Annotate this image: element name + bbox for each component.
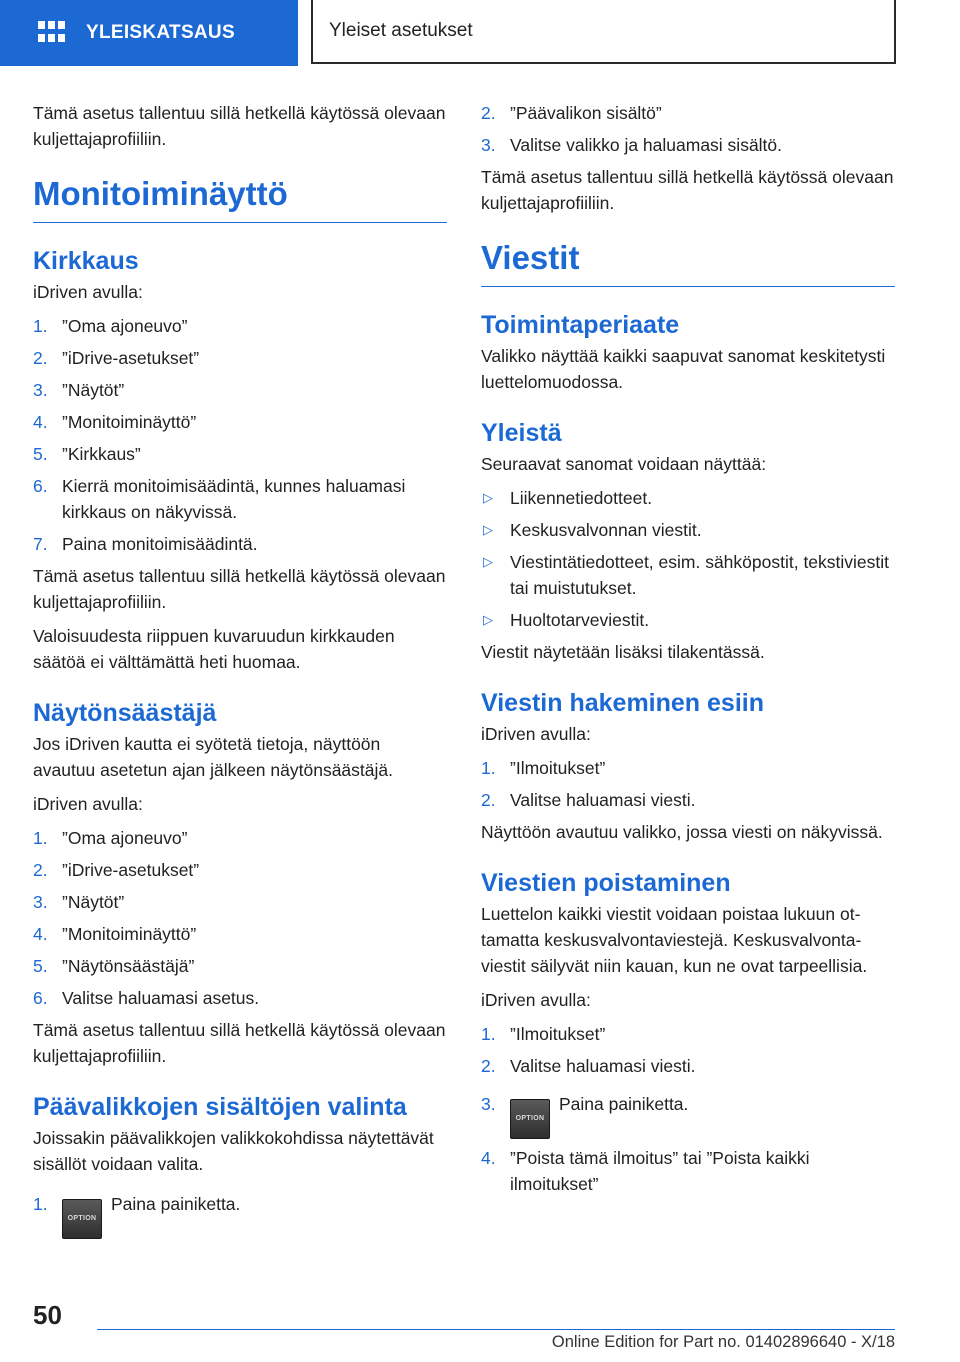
footer-edition: Online Edition for Part no. 01402896640 - X/18 [551,1333,895,1351]
step-text: ”Oma ajoneuvo” [62,828,188,848]
step-number: 4. [481,1148,496,1168]
paragraph: Joissakin päävalikkojen valikkokohdissa näytettävät sisällöt voidaan valita. [33,1128,434,1174]
step-number: 1. [33,1194,48,1214]
section-title: Päävalikkojen sisältöjen valinta [33,1093,407,1121]
step-text: Valitse haluamasi viesti. [510,790,696,810]
list-item [481,1053,895,1079]
footer-divider [97,1329,895,1330]
step-text: ”Päävalikon sisältö” [510,103,662,123]
list-item [481,1145,895,1197]
bullet-text: Keskusvalvonnan viestit. [510,520,702,540]
section-title: Yleistä [481,419,562,447]
bullet-text: Liikennetiedotteet. [510,488,653,508]
list-item [33,409,447,435]
list-item [481,1091,895,1139]
step-list [481,100,895,158]
left-column [33,100,447,1245]
list-item [33,953,447,979]
right-column [481,100,895,1203]
paragraph: Luettelon kaikki viestit voidaan poistaa lukuun ottamatta keskusvalvontaviestejä. Keskusvalvontaviestit säilyvät niin kauan, kun ne ovat tarpeellisia. [481,904,868,976]
step-text: Paina monitoimisäädintä. [62,534,258,554]
step-text: Valitse haluamasi asetus. [62,988,260,1008]
step-number: 7. [33,534,48,554]
step-number: 6. [33,476,48,496]
option-button-icon: OPTION [510,1099,550,1139]
step-number: 5. [33,956,48,976]
step-list [33,313,447,557]
step-number: 3. [33,892,48,912]
step-text: ”Näytönsäästäjä” [62,956,195,976]
step-text: ”iDrive-asetukset” [62,348,200,368]
list-item [481,485,895,511]
paragraph: iDriven avulla: [33,794,143,814]
section-title: Toimintaperiaate [481,311,680,339]
paragraph: Tämä asetus tallentuu sillä hetkellä käytössä olevaan kuljettajaprofiiliin. [33,1020,446,1066]
section-title: Kirkkaus [33,247,139,275]
step-number: 2. [481,103,496,123]
step-text: Paina painiketta. [559,1094,689,1114]
list-item [481,132,895,158]
step-number: 6. [33,988,48,1008]
list-item [33,313,447,339]
triangle-bullet-icon: ▷ [483,490,493,505]
paragraph: Viestit näytetään lisäksi tilakentässä. [481,642,765,662]
paragraph: Seuraavat sanomat voidaan näyttää: [481,454,767,474]
paragraph: Näyttöön avautuu valikko, jossa viesti on näkyvissä. [481,822,883,842]
step-number: 3. [33,380,48,400]
paragraph: Valikko näyttää kaikki saapuvat sanomat keskitetysti luettelomuodossa. [481,346,886,392]
tab-overview-label: YLEISKATSAUS [86,22,235,43]
paragraph: Jos iDriven kautta ei syötetä tietoja, näyttöön avautuu asetetun ajan jälkeen näytönsäästäjä. [33,734,393,780]
step-text: Paina painiketta. [111,1194,241,1214]
step-text: ”Oma ajoneuvo” [62,316,188,336]
list-item [33,345,447,371]
list-item [33,857,447,883]
triangle-bullet-icon: ▷ [483,612,493,627]
list-item [481,1021,895,1047]
list-item [481,100,895,126]
step-list [481,1021,895,1197]
step-number: 2. [33,860,48,880]
section-title: Näytönsäästäjä [33,699,217,727]
page-header [0,0,960,66]
step-text: ”iDrive-asetukset” [62,860,200,880]
grid-menu-icon [38,21,66,45]
triangle-bullet-icon: ▷ [483,554,493,569]
step-list [33,825,447,1011]
tab-overview[interactable] [0,0,298,66]
step-number: 1. [481,1024,496,1044]
list-item [481,755,895,781]
step-number: 4. [33,924,48,944]
paragraph: iDriven avulla: [481,990,591,1010]
step-text: ”Ilmoitukset” [510,758,606,778]
list-item [33,377,447,403]
option-button-icon: OPTION [62,1199,102,1239]
step-list [33,1191,447,1239]
bullet-list [481,485,895,633]
step-text: ”Monitoiminäyttö” [62,924,197,944]
section-title: Viestien poistaminen [481,869,731,897]
page-number: 50 [33,1300,62,1330]
section-title: Viestin hakeminen esiin [481,689,764,717]
step-text: Valitse valikko ja haluamasi sisältö. [510,135,783,155]
list-item [33,889,447,915]
paragraph: iDriven avulla: [481,724,591,744]
step-text: ”Kirkkaus” [62,444,141,464]
step-number: 1. [481,758,496,778]
paragraph: iDriven avulla: [33,282,143,302]
step-text: ”Poista tämä ilmoitus” tai ”Poista kaikki ilmoitukset” [510,1148,810,1194]
list-item [33,825,447,851]
bullet-text: Huoltotarveviestit. [510,610,650,630]
step-number: 2. [481,1056,496,1076]
list-item [33,531,447,557]
step-text: ”Näytöt” [62,892,125,912]
step-number: 1. [33,316,48,336]
tab-general-settings[interactable]: Yleiset asetukset [311,0,896,64]
list-item [481,607,895,633]
step-text: Valitse haluamasi viesti. [510,1056,696,1076]
list-item [481,787,895,813]
paragraph: Tämä asetus tallentuu sillä hetkellä käytössä olevaan kuljettajaprofiiliin. [33,103,446,149]
step-number: 1. [33,828,48,848]
bullet-text: Viestintätiedotteet, esim. sähköpostit, tekstiviestit tai muistutukset. [510,552,890,598]
step-text: Kierrä monitoimisäädintä, kunnes haluamasi kirkkaus on näkyvissä. [62,476,406,522]
step-number: 2. [481,790,496,810]
step-list [481,755,895,813]
step-number: 4. [33,412,48,432]
paragraph: Valoisuudesta riippuen kuvaruudun kirkkauden säätöä ei välttämättä heti huomaa. [33,626,395,672]
chapter-title: Monitoiminäyttö [33,174,447,223]
step-text: ”Monitoiminäyttö” [62,412,197,432]
paragraph: Tämä asetus tallentuu sillä hetkellä käytössä olevaan kuljettajaprofiiliin. [33,566,446,612]
list-item [33,1191,447,1239]
step-number: 5. [33,444,48,464]
step-number: 3. [481,135,496,155]
step-text: ”Näytöt” [62,380,125,400]
triangle-bullet-icon: ▷ [483,522,493,537]
list-item [481,549,895,601]
list-item [33,921,447,947]
chapter-title: Viestit [481,238,895,287]
step-number: 3. [481,1094,496,1114]
list-item [33,473,447,525]
step-text: ”Ilmoitukset” [510,1024,606,1044]
list-item [33,441,447,467]
step-number: 2. [33,348,48,368]
list-item [481,517,895,543]
paragraph: Tämä asetus tallentuu sillä hetkellä käytössä olevaan kuljettajaprofiiliin. [481,167,894,213]
list-item [33,985,447,1011]
